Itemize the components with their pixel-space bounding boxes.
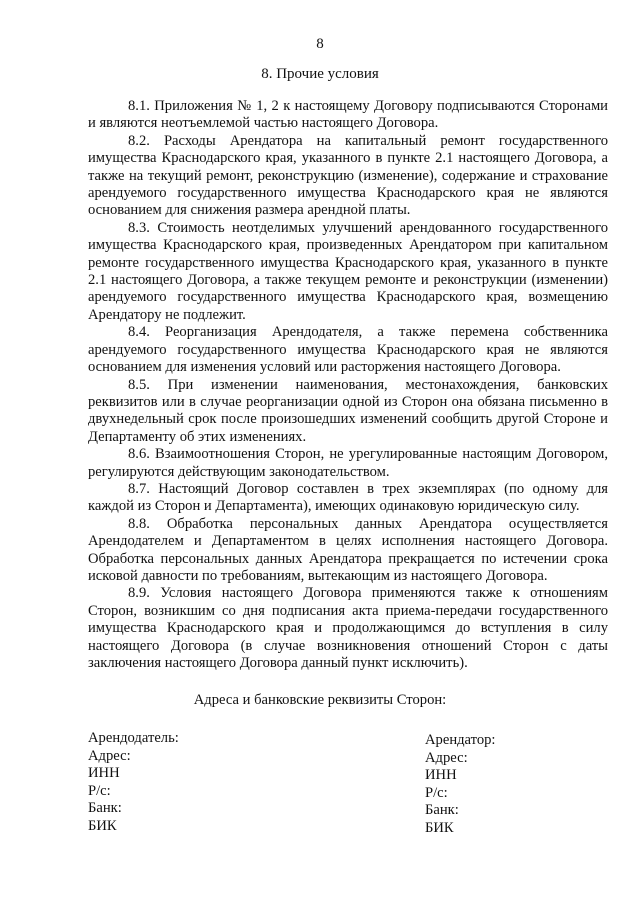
tenant-role: Арендатор: — [425, 732, 496, 748]
landlord-block — [88, 730, 179, 836]
section-title: 8. Прочие условия — [261, 66, 379, 82]
landlord-address-label: Адрес: — [88, 747, 131, 764]
tenant-block — [425, 732, 495, 838]
paragraph-8-2: 8.2. Расходы Арендатора на капитальный ремонт государственного имущества Краснодарского края, указанного в пункте 2.1 настоящего Договора, а также на текущий ремонт, реконструкцию (изменение), содержание и страхование арендуемого государственного имущества Краснодарского края не являются основанием для снижения размера арендной платы. — [88, 132, 608, 219]
tenant-account-label: Р/с: — [425, 784, 448, 801]
tenant-bik-label: БИК — [425, 819, 454, 836]
addresses-title: Адреса и банковские реквизиты Сторон: — [193, 692, 447, 708]
tenant-address-label: Адрес: — [425, 749, 468, 766]
paragraph-8-1: 8.1. Приложения № 1, 2 к настоящему Договору подписываются Сторонами и являются неотъемлемой частью настоящего Договора. — [88, 98, 608, 132]
paragraph-8-3: 8.3. Стоимость неотделимых улучшений арендованного государственного имущества Краснодарского края, произведенных Арендатором при капитальном ремонте государственного имущества Краснодарского края, указанного в пункте 2.1 настоящего Договора, а также текущем ремонте и реконструкции (изменении) арендуемого государственного имущества Краснодарского края, возмещению Арендатору не подлежит. — [88, 219, 608, 323]
paragraph-8-8: 8.8. Обработка персональных данных Арендатора осуществляется Арендодателем и Департаментом в целях исполнения настоящего Договора. Обработка персональных данных Арендатора прекращается по истечении срока исковой давности по требованиям, вытекающим из настоящего Договора. — [88, 515, 608, 584]
landlord-role: Арендодатель: — [88, 730, 179, 746]
tenant-bank-label: Банк: — [425, 802, 459, 819]
landlord-bank-label: Банк: — [88, 800, 122, 817]
tenant-inn-label: ИНН — [425, 767, 457, 784]
body-text — [88, 98, 608, 672]
landlord-inn-label: ИНН — [88, 765, 120, 782]
landlord-bik-label: БИК — [88, 817, 117, 834]
paragraph-8-7: 8.7. Настоящий Договор составлен в трех экземплярах (по одному для каждой из Сторон и Департамента), имеющих одинаковую юридическую силу. — [88, 480, 608, 515]
paragraph-8-4: 8.4. Реорганизация Арендодателя, а также перемена собственника арендуемого государственного имущества Краснодарского края не являются основанием для изменения условий или расторжения настоящего Договора. — [88, 324, 608, 376]
landlord-account-label: Р/с: — [88, 782, 111, 799]
paragraph-8-5: 8.5. При изменении наименования, местонахождения, банковских реквизитов или в случае реорганизации одной из Сторон она обязана письменно в двухнедельный срок после произошедших изменений сообщить другой Стороне и Департаменту об этих изменениях. — [88, 376, 608, 445]
paragraph-8-9: 8.9. Условия настоящего Договора применяются также к отношениям Сторон, возникшим со дня подписания акта приема-передачи государственного имущества Краснодарского края и продолжающимся до вступления в силу настоящего Договора (в случае возникновения отношений Сторон с даты заключения настоящего Договора данный пункт исключить). — [88, 585, 608, 671]
page-number: 8 — [316, 36, 324, 52]
paragraph-8-6: 8.6. Взаимоотношения Сторон, не урегулированные настоящим Договором, регулируются действующим законодательством. — [88, 446, 608, 480]
